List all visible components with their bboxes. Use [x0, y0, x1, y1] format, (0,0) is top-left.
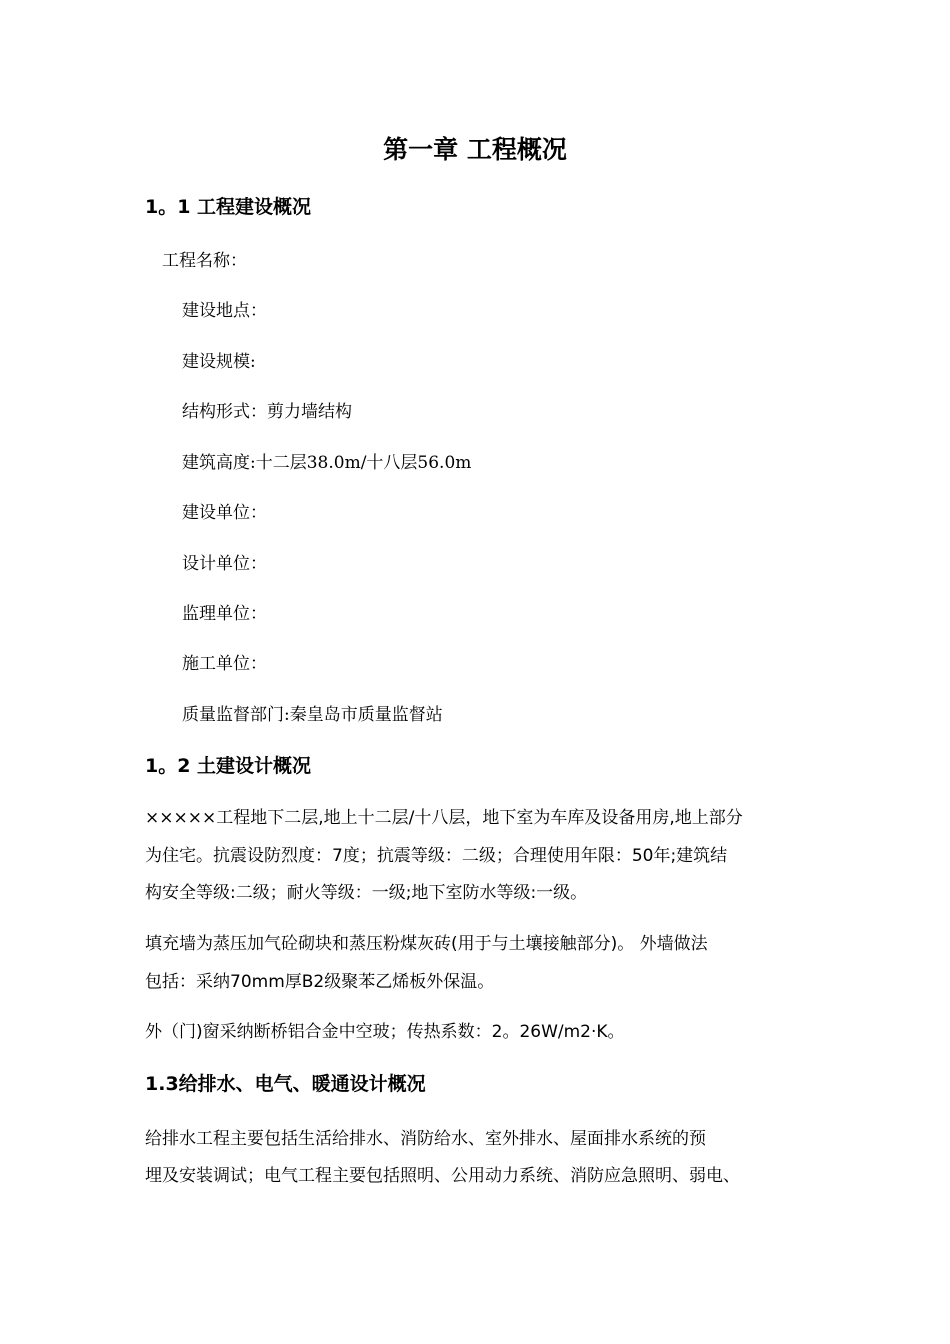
section-heading-1-2: 1。2 土建设计概况 [145, 755, 312, 777]
section-heading-1-3: 1.3给排水、电气、暖通设计概况 [145, 1073, 426, 1095]
field-structure: 结构形式：剪力墙结构 [182, 402, 352, 422]
field-project-name: 工程名称： [162, 251, 247, 271]
field-contractor: 施工单位： [182, 654, 267, 674]
field-location: 建设地点： [182, 301, 267, 321]
field-quality-dept: 质量监督部门:秦皇岛市质量监督站 [182, 705, 443, 725]
paragraph-line: 构安全等级:二级；耐火等级：一级;地下室防水等级:一级。 [145, 883, 588, 903]
paragraph-line: 填充墙为蒸压加气砼砌块和蒸压粉煤灰砖(用于与土壤接触部分)。 外墙做法 [145, 934, 708, 954]
chapter-title: 第一章 工程概况 [383, 135, 567, 164]
field-owner: 建设单位： [182, 503, 267, 523]
paragraph-line: ×××××工程地下二层,地上十二层/十八层，地下室为车库及设备用房,地上部分 [145, 808, 743, 828]
field-supervisor: 监理单位： [182, 604, 267, 624]
paragraph-line: 包括：采纳70mm厚B2级聚苯乙烯板外保温。 [145, 972, 495, 992]
field-designer: 设计单位： [182, 554, 267, 574]
field-height: 建筑高度:十二层38.0m/十八层56.0m [182, 453, 472, 473]
paragraph-line: 埋及安装调试；电气工程主要包括照明、公用动力系统、消防应急照明、弱电、 [145, 1166, 740, 1186]
paragraph-line: 给排水工程主要包括生活给排水、消防给水、室外排水、屋面排水系统的预 [145, 1129, 706, 1149]
section-heading-1-1: 1。1 工程建设概况 [145, 196, 312, 218]
field-scale: 建设规模: [182, 352, 256, 372]
paragraph-line: 为住宅。抗震设防烈度：7度；抗震等级：二级；合理使用年限：50年;建筑结 [145, 846, 728, 866]
paragraph-line: 外（门)窗采纳断桥铝合金中空玻；传热系数：2。26W/m2·K。 [145, 1022, 625, 1042]
